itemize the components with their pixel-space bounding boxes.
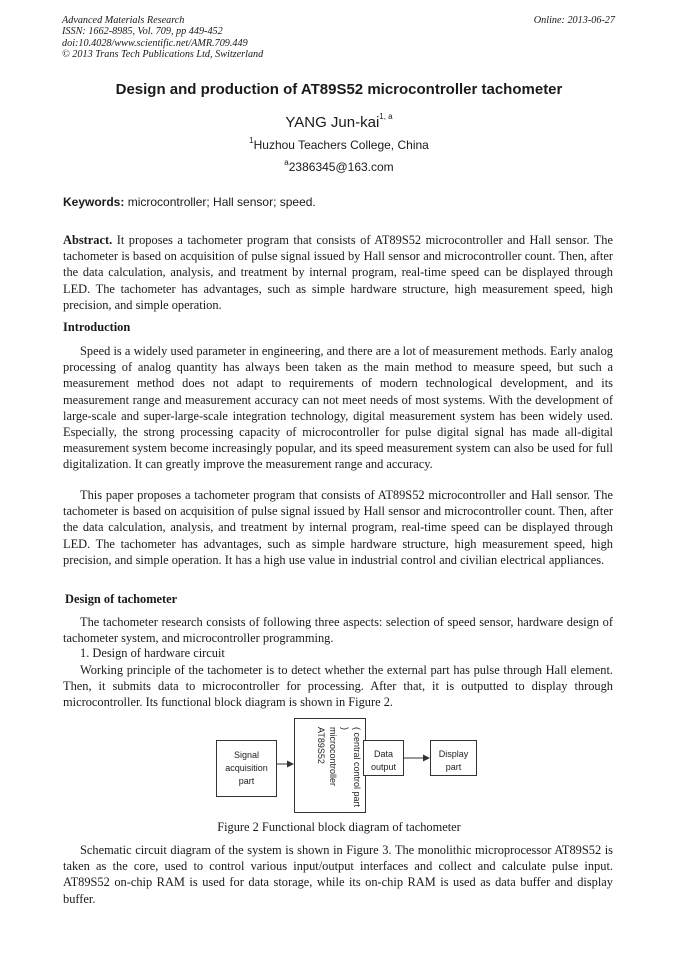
paper-title: Design and production of AT89S52 microcontroller tachometer [115, 81, 563, 98]
issn-line: ISSN: 1662-8985, Vol. 709, pp 449-452 [62, 26, 223, 38]
affiliation: Huzhou Teachers College, China [253, 138, 429, 152]
intro-paragraph-1: Speed is a widely used parameter in engineering, and there are a lot of measurement methods. Early analog processing of analog quantity has always been taken as the main method to measure speed, but such a measurement method does not adapt to requirements of modern technological development, and its measurement range and measurement accuracy can not meet needs of most systems. With the development of large-scale and super-large-scale integration technology, digital measurement system has been widely used. Especially, the strong processing capacity of microcontroller for pulse digital signal has made all-digital measurement system become increasingly popular, and its speed measurement system can also be used for full digitalization. It can greatly improve the measurement range and accuracy. [63, 344, 613, 472]
keywords [63, 195, 316, 209]
introduction-heading: Introduction [63, 320, 131, 334]
journal-header [62, 15, 263, 60]
microcontroller-box [294, 718, 366, 813]
doi-line: doi:10.4028/www.scientific.net/AMR.709.449 [62, 37, 248, 49]
display-part-box [430, 740, 477, 776]
data-line-2: output [370, 762, 397, 772]
online-date: Online: 2013-06-27 [533, 15, 615, 26]
keywords-label: Keywords: [63, 195, 125, 209]
signal-line-1: Signal [233, 750, 260, 760]
signal-acquisition-box [216, 740, 277, 797]
email-line [0, 160, 678, 174]
affiliation-line [0, 138, 678, 152]
cpu-line-3: AT89S52 [316, 727, 326, 764]
cpu-line-2: microcontroller [328, 727, 338, 787]
data-output-box [363, 740, 404, 776]
design-paragraph-1: The tachometer research consists of following three aspects: selection of speed sensor, hardware design of tachometer system, and microcontroller programming. [63, 615, 613, 646]
intro-paragraph-2: This paper proposes a tachometer program that consists of AT89S52 microcontroller and Hall sensor. The tachometer is based on acquisition of pulse signal issued by Hall sensor and microcontroller count. Then, after the data calculation, analysis, and treatment by internal program, real-time speed can be displayed through LED. The tachometer has advantages, such as simple hardware structure, high measurement speed, high precision, and simple operation. It has a high use value in industrial control and civilian electrical appliances. [63, 488, 613, 567]
author-sup: 1, a [379, 112, 393, 121]
data-line-1: Data [373, 749, 393, 759]
abstract-text: It proposes a tachometer program that consists of AT89S52 microcontroller and Hall sensor. The tachometer is based on acquisition of pulse signal issued by Hall sensor and microcontroller count. Then, after the data calculation, analysis, and treatment by internal program, real-time speed can be displayed through LED. The tachometer has advantages, such as simple hardware structure, high measurement speed, high precision, and simple operation. [63, 233, 613, 312]
display-line-1: Display [438, 749, 469, 759]
abstract-label: Abstract. [63, 233, 113, 247]
signal-line-2: acquisition [225, 763, 268, 773]
design-heading: Design of tachometer [65, 592, 178, 606]
figure-caption: Figure 2 Functional block diagram of tachometer [217, 820, 461, 834]
display-line-2: part [445, 762, 462, 772]
schematic-paragraph: Schematic circuit diagram of the system is shown in Figure 3. The monolithic microprocessor AT89S52 is taken as the core, used to control various input/output interfaces and collect and calculate pulse input. AT89S52 on-chip RAM is used for data storage, while its on-chip RAM is used as data buffer and display buffer. [63, 843, 613, 906]
list-item-hardware: 1. Design of hardware circuit [80, 646, 225, 660]
journal-name: Advanced Materials Research [62, 15, 185, 26]
signal-line-3: part [238, 776, 255, 786]
affiliation-sup: 1 [249, 136, 254, 145]
keywords-text: microcontroller; Hall sensor; speed. [124, 195, 316, 209]
email: 2386345@163.com [288, 160, 394, 174]
email-sup: a [284, 158, 289, 167]
author-name: YANG Jun-kai [285, 114, 380, 131]
cpu-line-1: ( central control part ) [340, 727, 362, 808]
design-paragraph-2: Working principle of the tachometer is to detect whether the external part has pulse through Hall element. Then, it submits data to microcontroller for processing. After that, it is outputted to display through microcontroller. Its functional block diagram is shown in Figure 2. [63, 663, 613, 710]
abstract [63, 232, 613, 313]
microcontroller-vertical-label [305, 727, 363, 809]
author-line [0, 114, 678, 131]
copyright-line: © 2013 Trans Tech Publications Ltd, Switzerland [62, 48, 264, 60]
